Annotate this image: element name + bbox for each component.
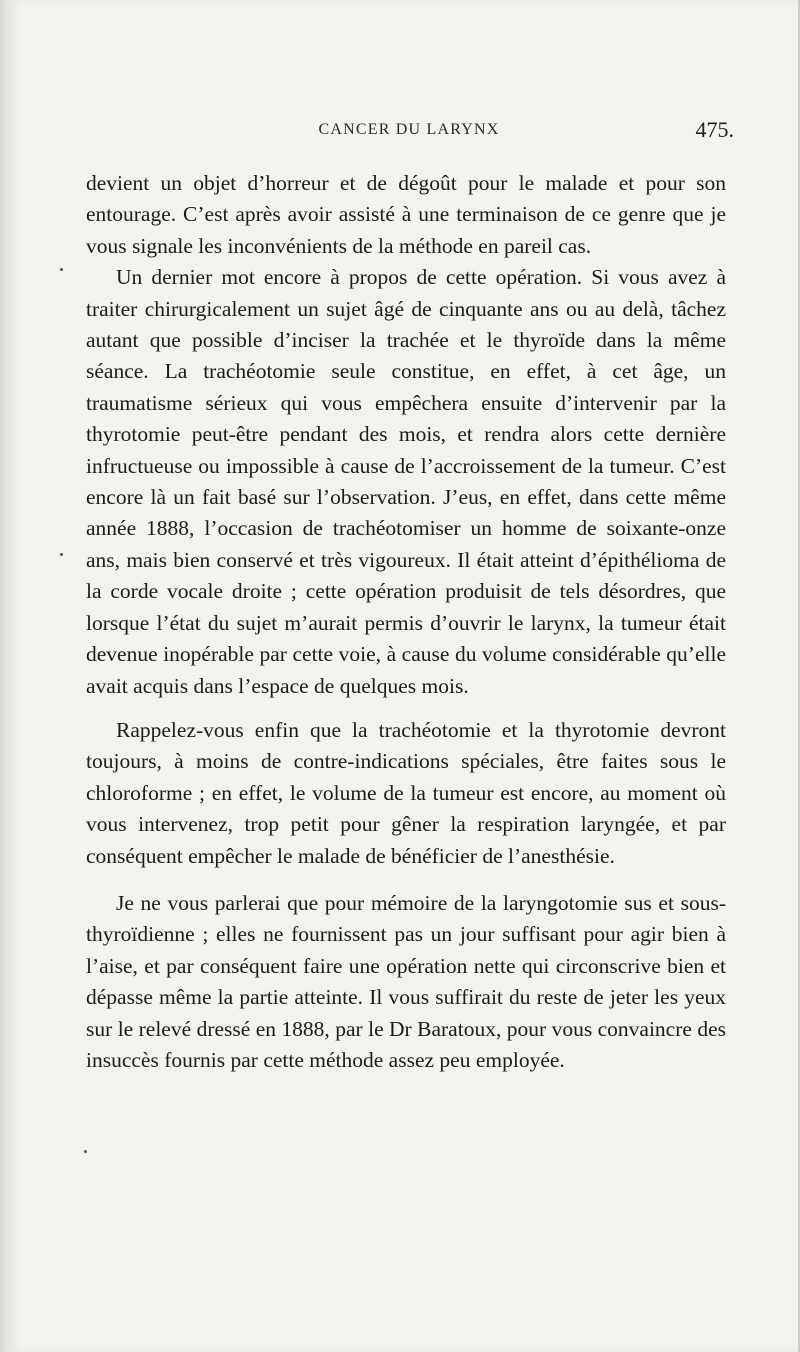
print-speck: [60, 268, 63, 271]
paragraph-laryngotomy: Je ne vous parlerai que pour mémoire de la laryngotomie sus et sous-thyroïdienne ; elles ne fournissent pas un jour suffisant pour agir bien à l’aise, et par conséquent faire une opération nette qui circonscrive bien et dépasse même la partie atteinte. Il vous suffirait du reste de jeter les yeux sur le relevé dressé en 1888, par le Dr Baratoux, pour vous convaincre des insuccès fournis par cette méthode assez peu employée.: [86, 890, 726, 1072]
print-speck: [84, 1150, 87, 1153]
paragraph-continuation: devient un objet d’horreur et de dégoût pour le malade et pour son entourage. C’est après avoir assisté à une terminaison de ce genre que je vous signale les inconvénients de la méthode en pareil cas.: [86, 171, 726, 258]
page-number: 475.: [695, 117, 734, 142]
running-title: CANCER DU LARYNX: [318, 121, 500, 138]
paragraph-operation-note: Un dernier mot encore à propos de cette opération. Si vous avez à traiter chirurgicalement un sujet âgé de cinquante ans ou au delà, tâchez autant que possible d’inciser la trachée et le thyroïde dans la même séance. La trachéotomie seule constitue, en effet, à cet âge, un traumatisme sérieux qui vous empêchera ensuite d’intervenir par la thyrotomie peut-être pendant des mois, et rendra alors cette dernière infructueuse ou impossible à cause de l’accroissement de la tumeur. C’est encore là un fait basé sur l’observation. J’eus, en effet, dans cette même année 1888, l’occasion de trachéotomiser un homme de soixante-onze ans, mais bien conservé et très vigoureux. Il était atteint d’épithélioma de la corde vocale droite ; cette opération produisit de tels désordres, que lorsque l’état du sujet m’aurait permis d’ouvrir le larynx, la tumeur était devenue inopérable par cette voie, à cause du volume considérable qu’elle avait acquis dans l’espace de quelques mois.: [86, 265, 726, 698]
paragraph-chloroform: Rappelez-vous enfin que la trachéotomie et la thyrotomie devront toujours, à moins de contre-indications spéciales, être faites sous le chloroforme ; en effet, le volume de la tumeur est encore, au moment où vous intervenez, trop petit pour gêner la respiration laryngée, et par conséquent empêcher le malade de bénéficier de l’anesthésie.: [86, 717, 726, 868]
print-speck: [60, 553, 63, 556]
running-header: [84, 117, 734, 145]
page-gutter-shadow: [0, 0, 8, 1352]
body-text: [86, 168, 726, 1076]
